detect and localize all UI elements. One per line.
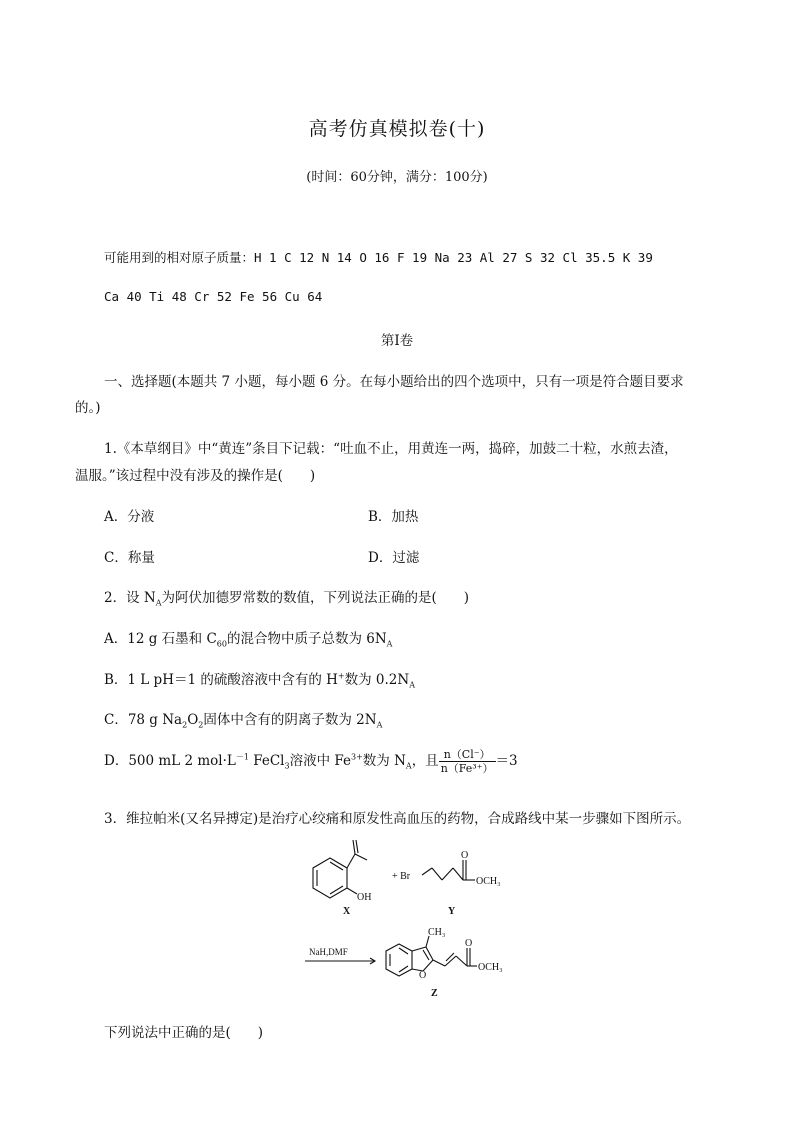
q2-option-c: C．78 g $Na_2O_2$固体中含有的阴离子数为 $2N_A$ (104, 712, 383, 730)
exam-info: (时间：60分钟，满分：100分) (306, 170, 488, 185)
page-title: 高考仿真模拟卷(十) (308, 118, 486, 140)
y-oxygen-label: O (461, 850, 469, 861)
z-oxygen-label: O (465, 938, 473, 949)
q2-option-b: B．1 L pH＝1 的硫酸溶液中含有的 H+数为 $0.2N_A$ (104, 671, 415, 690)
q1-option-b: B．加热 (368, 509, 419, 525)
q3-stem: 3．维拉帕米(又名异搏定)是治疗心绞痛和原发性高血压的药物，合成路线中某一步骤如下图所示。 (104, 811, 691, 827)
compound-z-label: Z (431, 988, 438, 999)
q1-option-a: A．分液 (104, 509, 155, 525)
z-ring-oxygen-label: O (419, 970, 427, 981)
q2-stem: 2．设 $N_A$为阿伏加德罗常数的数值，下列说法正确的是( ) (104, 590, 470, 608)
part1-heading-line1: 一、选择题(本题共 7 小题，每小题 6 分。在每小题给出的四个选项中，只有一项是符合题目要求 (104, 374, 684, 390)
z-ester-label: OCH₃ (478, 962, 503, 973)
q2-option-d: D．500 mL 2 $mol\cdot L^{-1}$ FeCl$_3$溶液中 $Fe^{3+}$数为 $N_A$，且 $\frac{n(Cl^-)}{\text{n（Fe³⁺）}}$ ＝3 (104, 748, 518, 775)
q1-stem-line1: 1.《本草纲目》中“黄连”条目下记载：“吐血不止，用黄连一两，捣碎，加鼓二十粒，水煎去渣， (104, 441, 678, 457)
compound-y-label: Y (448, 906, 456, 917)
q1-stem-line2: 温服。”该过程中没有涉及的操作是( ) (75, 468, 316, 484)
z-methyl-label: CH₃ (428, 927, 446, 938)
compound-x-label: X (343, 906, 351, 917)
q1-option-c: C．称量 (104, 550, 155, 566)
q2-option-a: A．12 g 石墨和 $C_{60}$的混合物中质子总数为 $6N_A$ (104, 631, 393, 649)
q1-option-d: D．过滤 (368, 550, 420, 566)
y-ester-label: OCH₃ (476, 876, 501, 887)
atomic-masses-line2: Ca 40 Ti 48 Cr 52 Fe 56 Cu 64 (104, 289, 323, 304)
plus-br-label: + Br (392, 871, 411, 882)
x-oh-label: OH (357, 892, 372, 903)
q3-prompt: 下列说法中正确的是( ) (104, 1025, 264, 1041)
ratio-fraction: $\frac{n(Cl^-)}{\text{n（Fe³⁺）}}$ (440, 748, 494, 775)
reagent-label: NaH,DMF (309, 947, 348, 957)
atomic-masses-line1: 可能用到的相对原子质量：H 1 C 12 N 14 O 16 F 19 Na 23 Al 27 S 32 Cl 35.5 K 39 (104, 250, 653, 265)
reaction-scheme (295, 838, 535, 1006)
part1-heading-line2: 的。) (75, 400, 101, 416)
volume-heading: 第Ⅰ卷 (380, 333, 414, 349)
